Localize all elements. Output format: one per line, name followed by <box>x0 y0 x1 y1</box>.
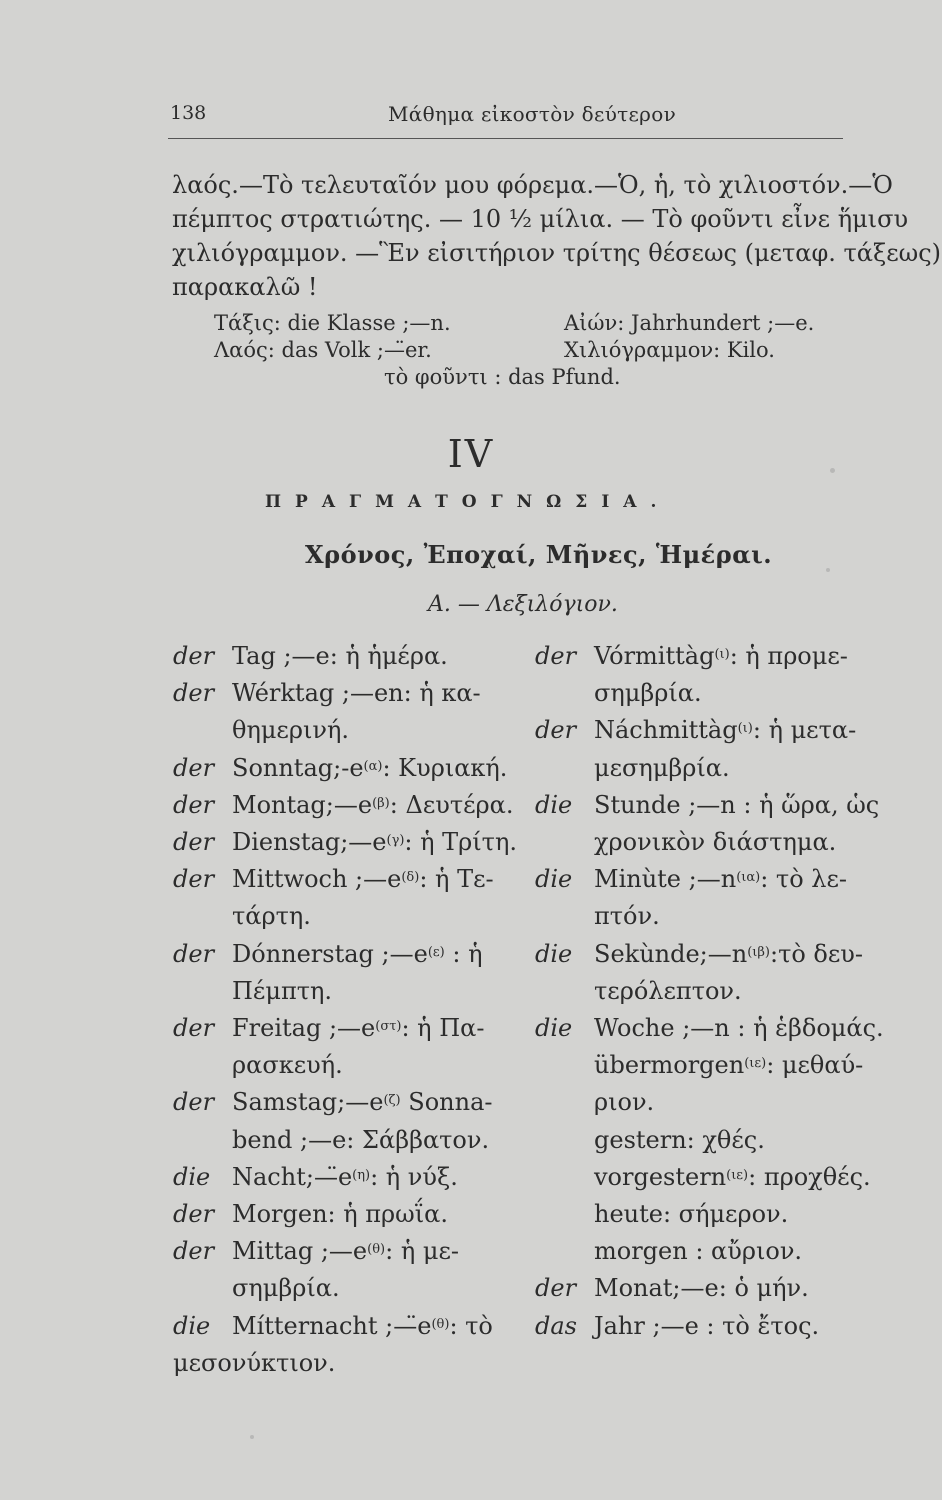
glossary-line <box>173 750 518 787</box>
entry-translation: : Κυριακή. <box>382 753 508 782</box>
glossary-line <box>173 936 518 973</box>
article: die <box>173 1311 211 1340</box>
intro-paragraph <box>172 168 942 304</box>
glossary-line <box>535 1196 875 1233</box>
entry-text: Jahr ;—e : τὸ ἔτος. <box>594 1311 820 1340</box>
entry-text: übermorgen <box>594 1051 745 1080</box>
glossary-line <box>535 1233 875 1270</box>
entry-text: Sonntag;-e <box>232 753 364 782</box>
glossary-line <box>173 787 518 824</box>
glossary-line <box>535 1308 875 1345</box>
glossary-line <box>535 712 875 749</box>
footnote-marker: (θ) <box>431 1316 450 1332</box>
article: der <box>173 679 215 708</box>
section-subtitle: Χρόνος, Ἐποχαί, Μῆνες, Ἡμέραι. <box>305 540 773 569</box>
entry-translation: : ἡ Πα- <box>401 1014 485 1043</box>
entry-text: θημερινή. <box>232 716 349 745</box>
entry-text: heute: σήμερον. <box>594 1200 789 1229</box>
footnote-marker: (ιε) <box>744 1056 767 1072</box>
footnote-marker: (γ) <box>386 833 405 849</box>
entry-text: Tag ;—e: ἡ ἡμέρα. <box>232 642 448 670</box>
article: die <box>173 1162 211 1191</box>
article: die <box>535 790 573 819</box>
glossary-line <box>173 1308 518 1345</box>
article: der <box>173 1014 215 1043</box>
page-header <box>170 102 845 132</box>
glossary-line <box>535 1159 875 1196</box>
glossary-line <box>173 898 518 935</box>
glossary-line <box>173 1345 518 1382</box>
vocab-entry: τὸ φοῦντι : das Pfund. <box>384 365 621 389</box>
entry-translation: : ἡ νύξ. <box>370 1162 458 1191</box>
entry-text: χρονικὸν διάστημα. <box>594 828 837 857</box>
glossary-line <box>173 712 518 749</box>
entry-text: Mittag ;—e <box>232 1237 368 1266</box>
article: der <box>173 753 215 782</box>
entry-translation: : Δευτέρα. <box>389 790 514 819</box>
article: der <box>535 716 577 745</box>
entry-translation: : τὸ <box>449 1311 493 1340</box>
glossary-line <box>173 1196 518 1233</box>
entry-translation: Sonna- <box>400 1088 493 1117</box>
entry-text: μεσημβρία. <box>594 753 730 782</box>
entry-text: Freitag ;—e <box>232 1014 376 1043</box>
article: der <box>173 642 215 670</box>
glossary-line <box>535 1047 875 1084</box>
vocab-entry: Χιλιόγραμμον: Kilo. <box>564 338 775 362</box>
article: der <box>535 642 577 670</box>
glossary-line <box>535 675 875 712</box>
glossary-line <box>535 787 880 824</box>
footnote-marker: (ιβ) <box>747 944 770 960</box>
glossary-line <box>173 1233 518 1270</box>
article: der <box>173 790 215 819</box>
glossary-line <box>535 861 875 898</box>
entry-text: Minùte ;—n <box>594 865 737 894</box>
footnote-marker: (ε) <box>427 944 445 960</box>
entry-text: Wérktag ;—en: ἡ κα- <box>232 679 481 708</box>
entry-text: morgen : αὔριον. <box>594 1237 803 1266</box>
article: das <box>535 1311 577 1340</box>
entry-text: ρασκευή. <box>232 1051 343 1080</box>
glossary-line <box>535 638 875 675</box>
running-title: Μάθημα εἰκοστὸν δεύτερον <box>388 102 677 126</box>
entry-text: gestern: χθές. <box>594 1125 765 1154</box>
paper-speck <box>830 468 835 473</box>
entry-text: Dienstag;—e <box>232 828 387 857</box>
entry-text: τάρτη. <box>232 902 311 931</box>
entry-text: πτόν. <box>594 902 660 931</box>
glossary-line <box>535 1084 875 1121</box>
footnote-marker: (η) <box>352 1167 371 1183</box>
entry-translation: : ἡ προμε- <box>729 642 848 670</box>
entry-translation: : ἡ με- <box>385 1237 459 1266</box>
article: die <box>535 939 573 968</box>
article: die <box>535 865 573 894</box>
section-title: ΠΡΑΓΜΑΤΟΓΝΩΣΙΑ. <box>265 492 671 512</box>
article: der <box>173 828 215 857</box>
glossary-line <box>535 1010 884 1047</box>
entry-text: Nacht;—̈e <box>232 1162 353 1191</box>
vocab-entry: Λαός: das Volk ;—̈er. <box>214 338 432 362</box>
intro-line: παρακαλῶ ! <box>172 273 318 301</box>
entry-text: Morgen: ἡ πρωΐα. <box>232 1200 448 1229</box>
paper-speck <box>826 568 830 572</box>
article: die <box>535 1014 573 1043</box>
article: der <box>173 1088 215 1117</box>
entry-text: Samstag;—e <box>232 1088 384 1117</box>
glossary-line <box>535 1270 875 1307</box>
section-number: IV <box>447 432 495 476</box>
entry-text: Dónnerstag ;—e <box>232 939 428 968</box>
left-glossary-column <box>173 638 518 1382</box>
footnote-marker: (ια) <box>736 870 761 886</box>
glossary-line <box>173 1159 518 1196</box>
glossary-line <box>173 675 518 712</box>
glossary-line <box>535 973 875 1010</box>
glossary-line <box>173 638 518 675</box>
entry-text: σημβρία. <box>594 679 702 708</box>
entry-translation: : μεθαύ- <box>766 1051 864 1080</box>
entry-text: Montag;—e <box>232 790 373 819</box>
glossary-line <box>535 936 875 973</box>
entry-text: vorgestern <box>594 1162 727 1191</box>
subsection-heading: Α. — Λεξιλόγιον. <box>428 592 618 617</box>
entry-translation: : ἡ <box>444 939 483 968</box>
entry-translation: : τὸ λε- <box>760 865 848 894</box>
glossary-line <box>173 1010 518 1047</box>
vocab-entry: Τάξις: die Klasse ;—n. <box>214 311 451 335</box>
right-glossary-column <box>535 638 884 1345</box>
footnote-marker: (θ) <box>367 1242 386 1258</box>
entry-text: Mittwoch ;—e <box>232 865 402 894</box>
glossary-line <box>173 824 518 861</box>
intro-line: χιλιόγραμμον. —Ἓν εἰσιτήριον τρίτης θέσεως (μεταφ. τάξεως) <box>172 239 942 267</box>
entry-text: μεσονύκτιον. <box>173 1348 336 1377</box>
article: der <box>173 1237 215 1266</box>
entry-text: σημβρία. <box>232 1274 340 1303</box>
article: der <box>535 1274 577 1303</box>
entry-translation: : προχθές. <box>748 1162 871 1191</box>
footnote-marker: (ι) <box>714 647 730 662</box>
glossary-line <box>173 1084 518 1121</box>
intro-line: πέμπτος στρατιώτης. — 10 ½ μίλια. — Τὸ φοῦντι εἶνε ἥμισυ <box>172 205 909 233</box>
glossary-line <box>535 824 875 861</box>
glossary-line <box>173 1122 518 1159</box>
entry-text: Stunde ;—n : ἡ ὥρα, ὡς <box>594 790 880 819</box>
footnote-marker: (β) <box>372 795 390 811</box>
entry-text: Vórmittàg <box>594 642 715 670</box>
footnote-marker: (δ) <box>401 870 420 886</box>
glossary-line <box>173 861 518 898</box>
entry-translation: : ἡ μετα- <box>752 716 857 745</box>
glossary-line <box>535 898 875 935</box>
article: der <box>173 939 215 968</box>
entry-text: Náchmittàg <box>594 716 738 745</box>
footnote-marker: (ζ) <box>383 1093 401 1109</box>
entry-text: Sekùnde;—n <box>594 939 748 968</box>
paper-speck <box>250 1435 254 1439</box>
article: der <box>173 865 215 894</box>
entry-text: Πέμπτη. <box>232 976 333 1005</box>
glossary-line <box>535 750 875 787</box>
header-rule <box>168 138 843 139</box>
vocab-entry: Αἰών: Jahrhundert ;—e. <box>564 311 815 335</box>
glossary-line <box>535 1122 875 1159</box>
footnote-marker: (α) <box>363 758 383 774</box>
glossary-line <box>173 1047 518 1084</box>
intro-line: λαός.—Τὸ τελευταῖόν μου φόρεμα.—Ὁ, ἡ, τὸ χιλιοστόν.—Ὁ <box>172 171 893 199</box>
footnote-marker: (στ) <box>375 1019 402 1035</box>
entry-translation: :τὸ δευ- <box>769 939 864 968</box>
page-number: 138 <box>170 102 207 124</box>
entry-text: Woche ;—n : ἡ ἑβδομάς. <box>594 1014 884 1043</box>
entry-text: τερόλεπτον. <box>594 976 742 1005</box>
entry-text: Monat;—e: ὁ μήν. <box>594 1274 809 1303</box>
entry-translation: : ἡ Τε- <box>419 865 494 894</box>
entry-text: Mítternacht ;—̈e <box>232 1311 432 1340</box>
glossary-line <box>173 973 518 1010</box>
entry-text: bend ;—e: Σάββατον. <box>232 1125 490 1154</box>
glossary-line <box>173 1270 518 1307</box>
entry-text: ριον. <box>594 1088 655 1117</box>
footnote-marker: (ι) <box>737 721 753 737</box>
entry-translation: : ἡ Τρίτη. <box>404 828 517 857</box>
footnote-marker: (ιε) <box>726 1167 749 1183</box>
article: der <box>173 1200 215 1229</box>
